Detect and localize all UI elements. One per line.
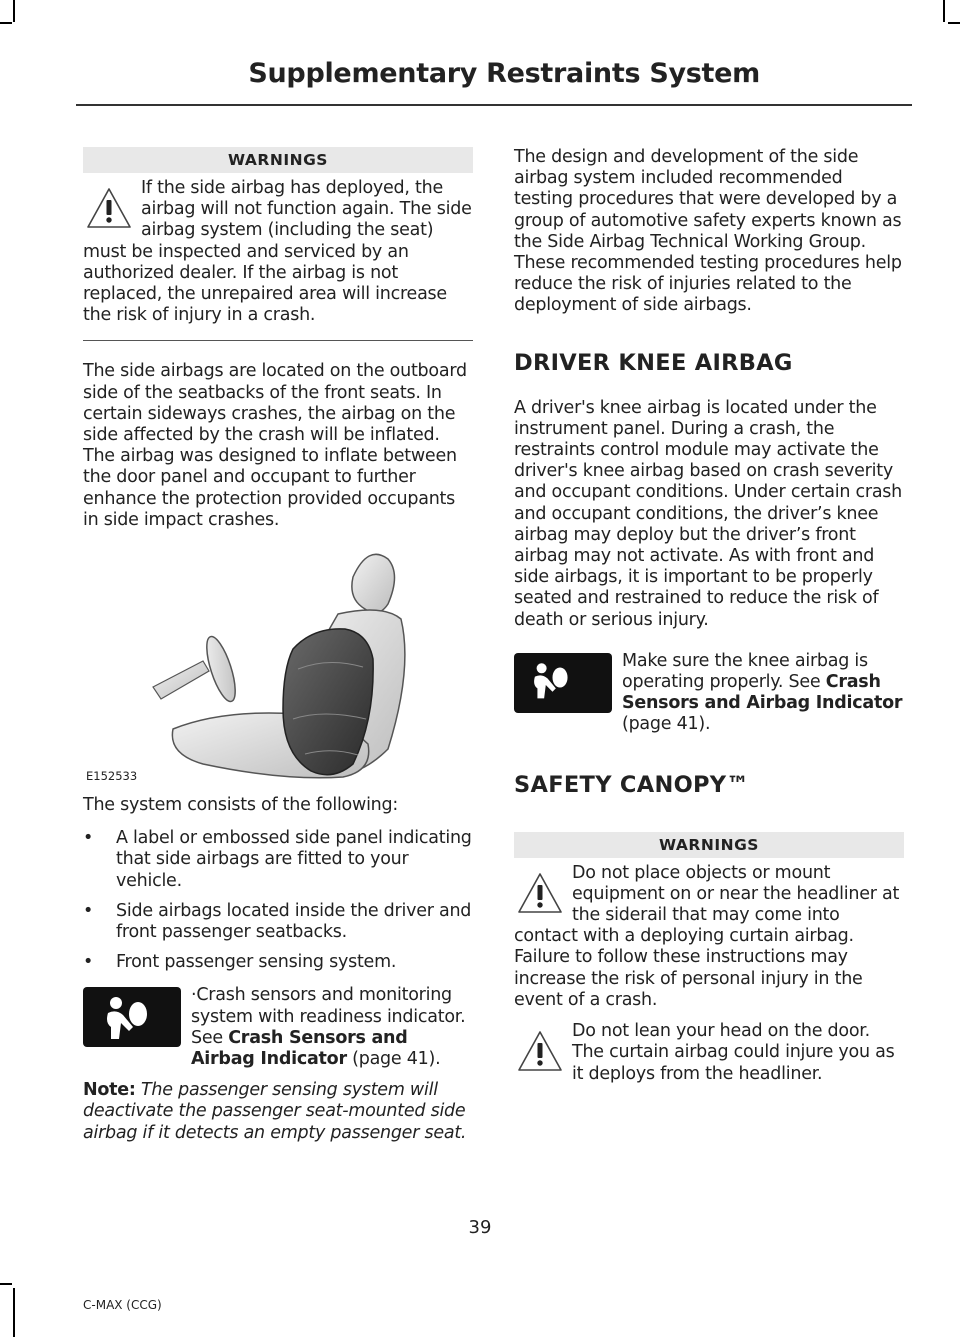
- knee-check-block: [514, 651, 904, 736]
- right-column: [514, 147, 904, 1085]
- warning-triangle-icon: [85, 186, 133, 230]
- crop-mark: [13, 1288, 15, 1337]
- left-column: [83, 147, 473, 1144]
- list-item: [83, 952, 473, 973]
- crash-sensor-prefix: ·Crash sensors and monitoring system with readiness indicator. See: [191, 985, 466, 1048]
- crop-mark: [0, 22, 12, 24]
- safety-canopy-heading: SAFETY CANOPY™: [514, 771, 750, 798]
- crop-mark: [0, 1283, 12, 1285]
- page-ref: (page 41).: [622, 714, 711, 735]
- list-item-text: Front passenger sensing system.: [116, 952, 397, 973]
- warning-block: [83, 178, 473, 326]
- footer-model: C-MAX (CCG): [83, 1298, 162, 1312]
- bullet-mark: •: [83, 900, 94, 921]
- warning-text: Do not lean your head on the door. The curtain airbag could injure you as it deploys from the headliner.: [572, 1021, 895, 1084]
- system-list: [83, 828, 473, 973]
- page-title: Supplementary Restraints System: [248, 58, 760, 89]
- list-item-text: A label or embossed side panel indicating that side airbags are fitted to your vehicle.: [116, 828, 472, 891]
- figure-label: E152533: [86, 769, 138, 784]
- page-ref: (page 41).: [346, 1049, 441, 1070]
- warning-divider: [83, 340, 473, 341]
- crash-sensors-link[interactable]: Crash Sensors and Airbag Indicator: [191, 1027, 408, 1070]
- warning-block: [514, 1021, 904, 1085]
- crash-sensor-block: [83, 985, 473, 1070]
- warning-block: [514, 863, 904, 1011]
- design-paragraph: The design and development of the side airbag system included recommended testing procedures that were developed by a group of automotive safety experts known as the Side Airbag Technical Working Group. These recommended testing procedures help reduce the risk of injuries related to the deployment of side airbags.: [514, 147, 902, 316]
- knee-airbag-paragraph: A driver's knee airbag is located under the instrument panel. During a crash, the restraints control module may activate the driver's knee airbag based on crash severity and occupant conditions. Under certain crash and occupant conditions, the driver’s knee airbag may deploy but the driver’s front airbag may not activate. As with front and side airbags, it is important to be properly seated and restrained to reduce the risk of death or serious injury.: [514, 397, 902, 630]
- crash-sensors-link[interactable]: Crash Sensors and Airbag Indicator: [622, 672, 903, 714]
- warnings-heading: WARNINGS: [83, 147, 473, 173]
- list-item-text: Side airbags located inside the driver and front passenger seatbacks.: [116, 900, 472, 943]
- list-item: [83, 828, 473, 892]
- warnings-heading: WARNINGS: [514, 832, 904, 858]
- header-divider: [76, 104, 912, 106]
- warning-triangle-icon: [516, 1029, 564, 1073]
- side-airbag-illustration: [83, 549, 473, 785]
- note-label: Note:: [83, 1080, 136, 1101]
- page-number: 39: [468, 1217, 492, 1238]
- bullet-mark: •: [83, 952, 94, 973]
- crop-mark: [948, 22, 960, 24]
- system-intro: The system consists of the following:: [83, 795, 399, 816]
- side-airbag-paragraph: The side airbags are located on the outboard side of the seatbacks of the front seats. In certain sideways crashes, the airbag on the side affected by the crash will be inflated. The airbag was designed to inflate between the door panel and occupant to further enhance the protection provided occupants in side impact crashes.: [83, 361, 467, 530]
- knee-airbag-heading: DRIVER KNEE AIRBAG: [514, 349, 793, 376]
- airbag-indicator-icon: [83, 987, 181, 1047]
- crop-mark: [13, 0, 15, 22]
- warning-triangle-icon: [516, 871, 564, 915]
- warning-text: Do not place objects or mount equipment on or near the headliner at the siderail that may come into contact with a deploying curtain airbag. Failure to follow these instructions may increase the risk of personal injury in the event of a crash.: [514, 862, 900, 1010]
- note-paragraph: [83, 1080, 473, 1144]
- crop-mark: [943, 0, 945, 22]
- bullet-mark: •: [83, 828, 94, 849]
- note-text: The passenger sensing system will deactivate the passenger seat-mounted side airbag if it detects an empty passenger seat.: [83, 1080, 467, 1143]
- knee-check-prefix: Make sure the knee airbag is operating properly. See: [622, 650, 868, 693]
- warning-text: If the side airbag has deployed, the airbag will not function again. The side airbag system (including the seat) must be inspected and serviced by an authorized dealer. If the airbag is not replaced, the unrepaired area will increase the risk of injury in a crash.: [83, 178, 472, 326]
- airbag-indicator-icon: [514, 653, 612, 713]
- seat-airbag-graphic: [83, 549, 473, 785]
- list-item: [83, 901, 473, 943]
